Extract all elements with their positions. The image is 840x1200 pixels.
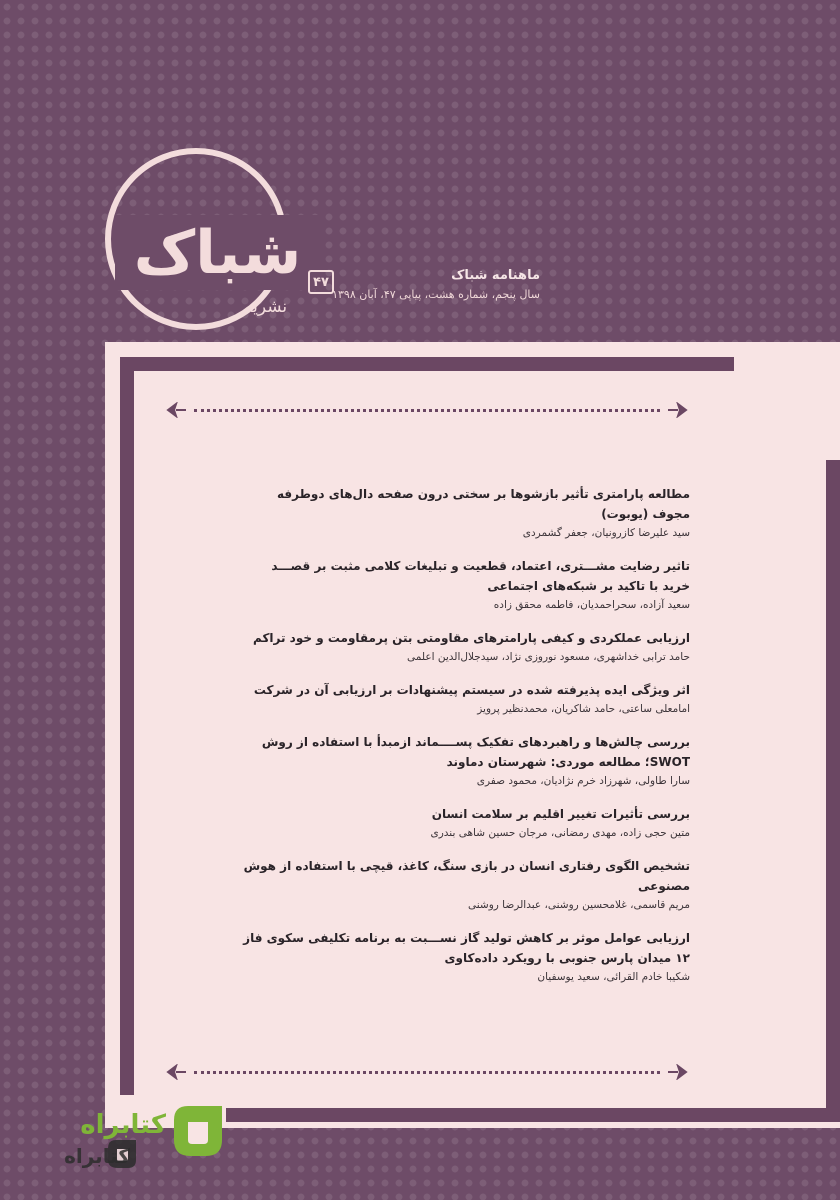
article-authors: سعید آزاده، سحراحمدیان، فاطمه محقق زاده [493,599,690,611]
magazine-name: ماهنامه شباک [451,268,540,283]
frame-bottom-bar [226,1108,840,1122]
frame-top-bar [120,357,734,371]
list-item[interactable] [240,732,690,790]
dotted-line [194,1071,660,1074]
brand-name: کتابراه [80,1110,166,1140]
list-item[interactable] [240,928,690,986]
article-authors: سارا طاولی، شهرزاد خرم نژادیان، محمود صفری [476,775,690,787]
logo-word: شباک [133,217,302,288]
magazine-header [300,268,540,308]
table-of-contents [240,484,690,1000]
arrow-ornament-icon [166,402,188,418]
list-item[interactable] [240,680,690,718]
article-title: تاثیر رضایت مشـــتری، اعتماد، قطعیت و تبلیغات کلامی مثبت بر قصـــد خرید با تاکید بر شبکه‌های اجتماعی [271,559,690,593]
list-item[interactable] [240,804,690,842]
article-authors: شکیبا خادم القرائی، سعید یوسفیان [537,971,690,983]
arrow-ornament-icon [166,1064,188,1080]
dotted-line [194,409,660,412]
issue-number-badge: ۴۷ [308,270,334,294]
frame-left-bar [120,357,134,1095]
article-title: بررسی چالش‌ها و راهبردهای تفکیک پســــماند ازمبدأ با استفاده از روش SWOT؛ مطالعه موردی: شهرستان دماوند [261,735,690,769]
brand-name-secondary: کتابراه [64,1144,130,1168]
logo-subtitle: نشریه [244,297,288,317]
article-title: مطالعه پارامتری تأثیر بازشوها بر سختی درون صفحه دال‌های دوطرفه مجوف (یوبوت) [277,487,690,521]
list-item[interactable] [240,556,690,614]
article-title: بررسی تأثیرات تغییر اقلیم بر سلامت انسان [431,807,690,821]
frame-right-bar [826,460,840,1122]
article-title: تشخیص الگوی رفتاری انسان در بازی سنگ، کاغذ، قیچی با استفاده از هوش مصنوعی [243,859,690,893]
ketabrah-watermark [20,1100,220,1190]
article-title: ارزیابی عملکردی و کیفی پارامترهای مقاومتی بتن پرمقاومت و خود تراکم [253,631,690,645]
article-authors: متین حجی زاده، مهدی رمضانی، مرجان حسین شاهی بندری [430,827,690,839]
article-title: ارزیابی عوامل موثر بر کاهش تولید گاز نســـبت به برنامه تکلیفی سکوی فاز ۱۲ میدان پارس جنوبی با رویکرد داده‌کاوی [243,931,690,965]
leaf-logo-icon [166,1100,228,1162]
top-divider [166,402,688,418]
list-item[interactable] [240,856,690,914]
article-authors: حامد ترابی خداشهری، مسعود نوروزی نژاد، سیدجلال‌الدین اعلمی [407,651,690,663]
article-title: اثر ویژگی ایده پذیرفته شده در سیستم پیشنهادات بر ارزیابی آن در شرکت [253,683,690,697]
bottom-divider [166,1064,688,1080]
logo-wordmark [115,215,320,290]
article-authors: مریم قاسمی، غلامحسین روشنی، عبدالرضا روشنی [467,899,690,911]
list-item[interactable] [240,484,690,542]
arrow-ornament-icon [666,1064,688,1080]
list-item[interactable] [240,628,690,666]
article-authors: سید علیرضا کازرونیان، جعفر گشمردی [522,527,690,539]
arrow-ornament-icon [666,402,688,418]
article-authors: امامعلی ساعتی، حامد شاکریان، محمدنظیر پرویز [477,703,690,715]
issue-info: سال پنجم، شماره هشت، پیاپی ۴۷، آبان ۱۳۹۸ [332,288,540,301]
